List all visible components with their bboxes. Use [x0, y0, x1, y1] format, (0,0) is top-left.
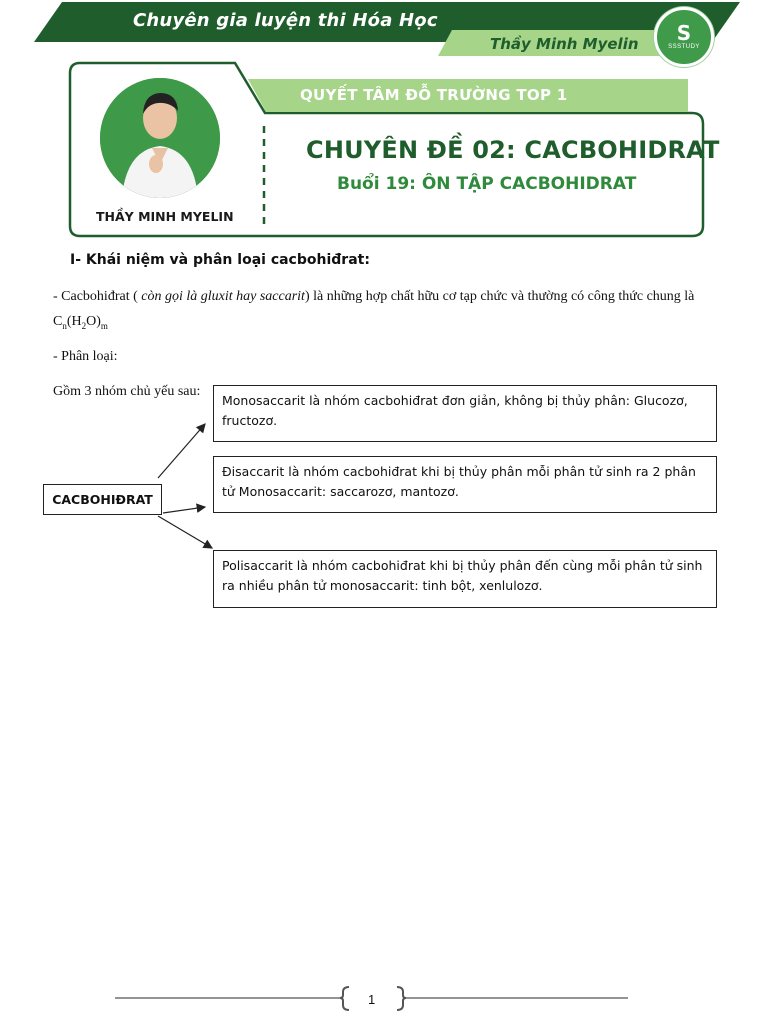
topic-title: CHUYÊN ĐỀ 02: CACBOHIDRAT [306, 136, 720, 164]
disaccarit-box: Đisaccarit là nhóm cacbohiđrat khi bị thủy phân mỗi phân tử sinh ra 2 phân tử Monosaccarit: saccarozơ, mantozơ. [213, 456, 717, 513]
teacher-avatar [100, 78, 220, 198]
goal-ribbon-text: QUYẾT TÂM ĐỖ TRƯỜNG TOP 1 [300, 86, 568, 104]
formula-n: n [62, 320, 67, 331]
classification-label: - Phân loại: [53, 349, 118, 364]
formula-h: (H [66, 314, 82, 329]
arrow-to-mono [158, 424, 205, 478]
banner-author: Thầy Minh Myelin [490, 35, 639, 53]
general-formula [53, 314, 108, 331]
definition-prefix: - Cacbohiđrat ( [53, 289, 138, 304]
section-title: I- Khái niệm và phân loại cacbohiđrat: [70, 252, 370, 268]
teacher-photo [100, 78, 220, 198]
arrow-to-di [163, 507, 205, 513]
definition-suffix: ) là những hợp chất hữu cơ tạp chức và thường có công thức chung là [304, 289, 695, 304]
banner-title: Chuyên gia luyện thi Hóa Học [133, 10, 438, 31]
arrow-to-poly [158, 516, 212, 548]
definition-text [53, 289, 733, 305]
formula-2: 2 [81, 320, 87, 331]
logo-text: SSSTUDY [668, 44, 700, 50]
polisaccarit-box: Polisaccarit là nhóm cacbohiđrat khi bị thủy phân đến cùng mỗi phân tử sinh ra nhiều phân tử monosaccarit: tinh bột, xenlulozơ. [213, 550, 717, 608]
formula-c: C [53, 314, 63, 329]
footer-decoration [0, 980, 768, 1020]
logo-icon: S [676, 21, 692, 45]
lesson-subtitle: Buổi 19: ÔN TẬP CACBOHIDRAT [337, 174, 637, 194]
monosaccarit-box: Monosaccarit là nhóm cacbohiđrat đơn giản, không bị thủy phân: Glucozơ, fructozơ. [213, 385, 717, 442]
page-number: 1 [368, 992, 376, 1007]
formula-m: m [100, 320, 108, 331]
teacher-name: THẦY MINH MYELIN [96, 209, 234, 224]
definition-alias: còn gọi là gluxit hay saccarit [137, 289, 305, 304]
groups-intro: Gồm 3 nhóm chủ yếu sau: [53, 384, 201, 399]
diagram-root: CACBOHIĐRAT [43, 484, 162, 515]
formula-o: O) [86, 314, 101, 329]
